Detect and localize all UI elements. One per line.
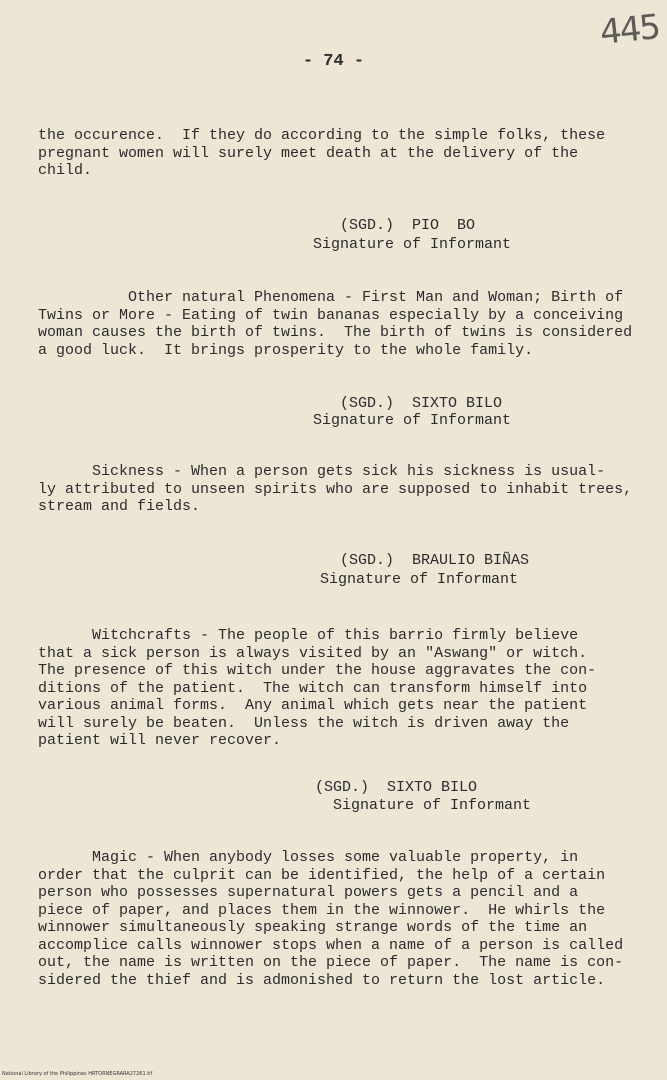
handwritten-page-number: 445 [598, 7, 661, 53]
text-line: Magic - When anybody losses some valuable property, in [38, 849, 579, 866]
informant-signature-label: Signature of Informant [313, 412, 512, 429]
text-line: that a sick person is always visited by an "Aswang" or witch. [38, 644, 588, 662]
informant-signature-label: Signature of Informant [313, 236, 512, 253]
paragraph-natural-phenomena [38, 289, 633, 359]
page-number: - 74 - [302, 52, 365, 71]
text-line: person who possesses supernatural powers gets a pencil and a [38, 884, 579, 901]
text-line: winnower simultaneously speaking strange words of the time an [38, 919, 588, 936]
text-line: ly attributed to unseen spirits who are supposed to inhabit trees, [38, 480, 633, 498]
text-line: order that the culprit can be identified, the help of a certain [38, 866, 606, 884]
text-line: child. [38, 162, 93, 179]
text-line: woman causes the birth of twins. The birth of twins is considered [38, 324, 633, 341]
text-line: Other natural Phenomena - First Man and Woman; Birth of [38, 289, 624, 306]
informant-signature-name: (SGD.) SIXTO BILO [340, 395, 503, 412]
text-line: Witchcrafts - The people of this barrio firmly believe [38, 627, 579, 644]
informant-signature-name: (SGD.) BRAULIO BIÑAS [340, 552, 530, 569]
text-line: various animal forms. Any animal which gets near the patient [38, 697, 588, 714]
text-line: ditions of the patient. The witch can transform himself into [38, 679, 588, 697]
informant-signature-name: (SGD.) PIO BO [340, 217, 476, 234]
informant-signature-name: (SGD.) SIXTO BILO [315, 779, 478, 796]
scan-footer: National Library of the Philippines HRTORNEGRARA27261.tif [2, 1071, 153, 1077]
text-line: stream and fields. [38, 498, 201, 515]
text-line: pregnant women will surely meet death at the delivery of the [38, 144, 579, 162]
text-line: piece of paper, and places them in the winnower. He whirls the [38, 901, 606, 919]
paragraph-continuation [38, 127, 628, 180]
text-line: Twins or More - Eating of twin bananas especially by a conceiving [38, 306, 624, 324]
paragraph-witchcrafts [38, 627, 628, 750]
text-line: Sickness - When a person gets sick his sickness is usual- [38, 463, 606, 480]
text-line: will surely be beaten. Unless the witch is driven away the [38, 714, 570, 732]
text-line: patient will never recover. [38, 732, 282, 749]
paragraph-magic [38, 849, 628, 989]
text-line: a good luck. It brings prosperity to the whole family. [38, 341, 534, 359]
text-line: sidered the thief and is admonished to return the lost article. [38, 971, 606, 989]
text-line: The presence of this witch under the house aggravates the con- [38, 662, 597, 679]
text-line: accomplice calls winnower stops when a name of a person is called [38, 936, 624, 954]
text-line: out, the name is written on the piece of paper. The name is con- [38, 954, 624, 971]
informant-signature-label: Signature of Informant [333, 797, 532, 814]
informant-signature-label: Signature of Informant [320, 571, 519, 588]
paragraph-sickness [38, 463, 633, 516]
text-line: the occurence. If they do according to the simple folks, these [38, 127, 606, 144]
